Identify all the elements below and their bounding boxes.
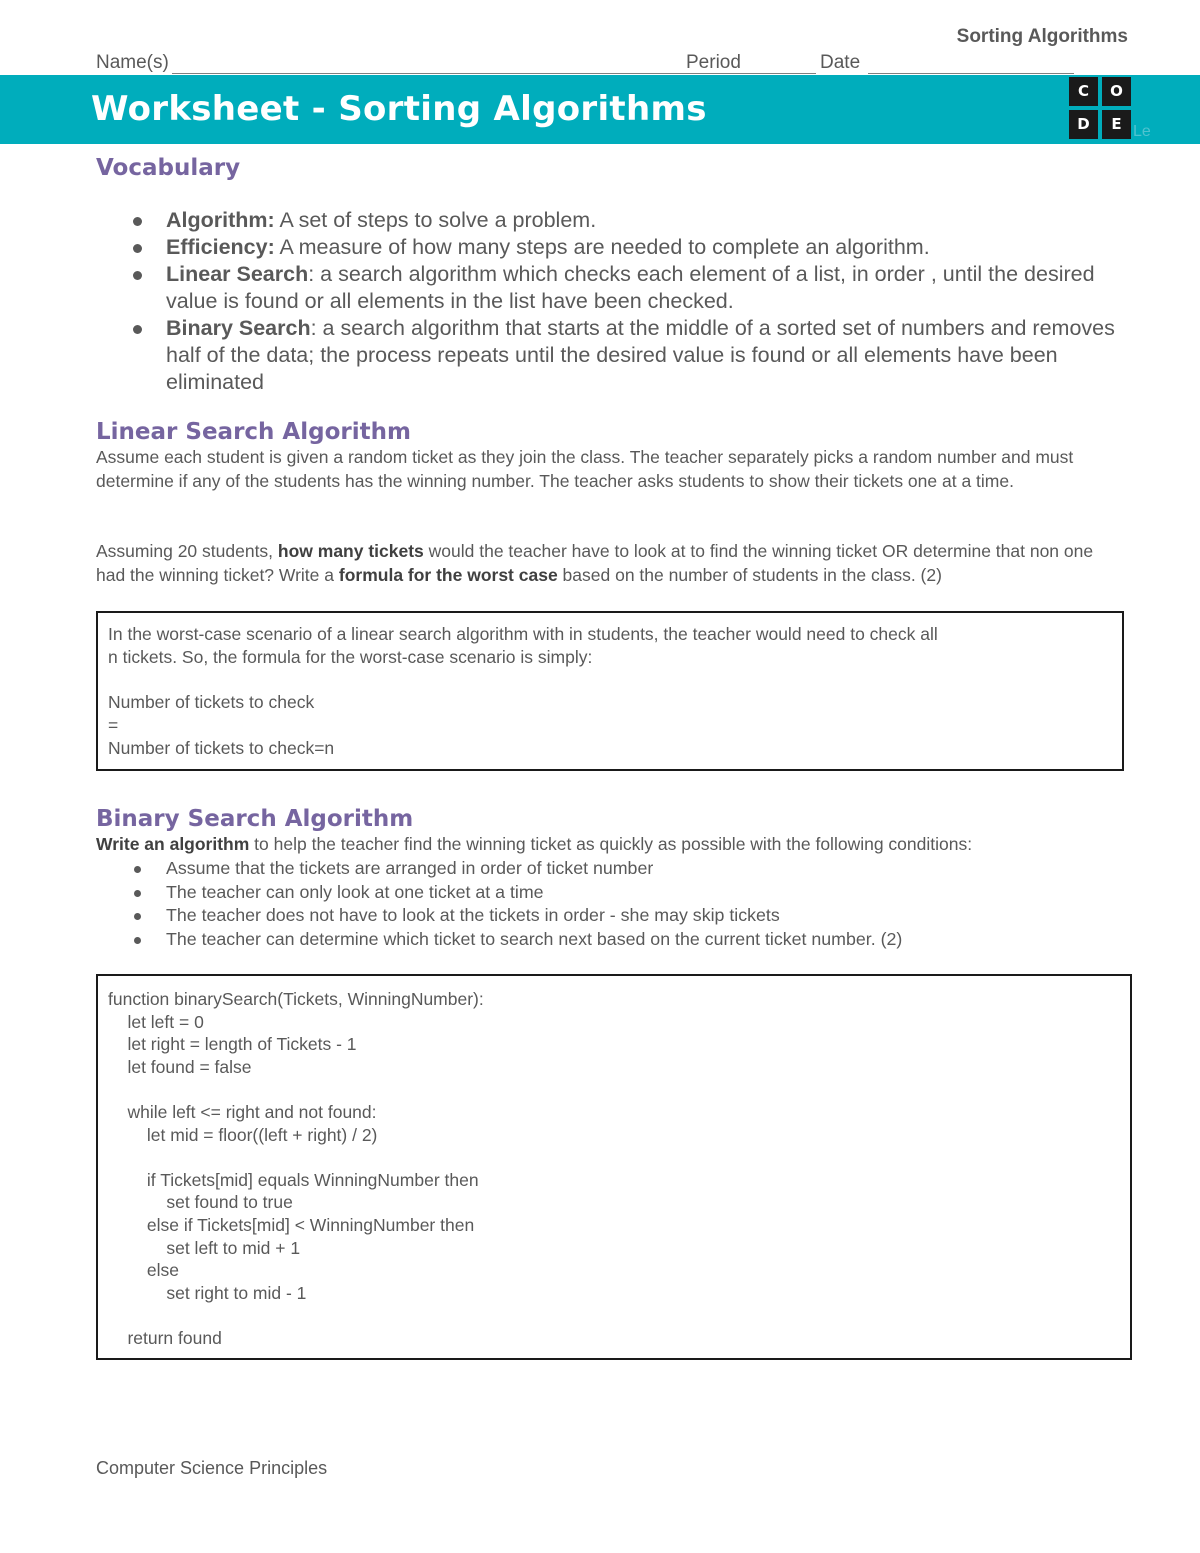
logo-letter: C xyxy=(1069,77,1098,106)
vocab-definition: A measure of how many steps are needed to complete an algorithm. xyxy=(274,235,930,259)
intro-text: to help the teacher find the winning ticket as quickly as possible with the following conditions: xyxy=(249,834,973,854)
logo-letter: O xyxy=(1102,77,1131,106)
linear-answer-box[interactable] xyxy=(96,611,1124,771)
logo-letter: E xyxy=(1102,110,1131,139)
linear-answer-text: In the worst-case scenario of a linear search algorithm with in students, the teacher would need to check all n tickets. So, the formula for the worst-case scenario is simply: Number of tickets to check = Number of tickets to check=n xyxy=(108,624,938,758)
question-text: Assuming 20 students, xyxy=(96,541,278,561)
vocabulary-heading: Vocabulary xyxy=(96,155,241,181)
vocab-definition: A set of steps to solve a problem. xyxy=(274,208,597,232)
document-header-label: Sorting Algorithms xyxy=(956,26,1128,47)
name-label: Name(s) xyxy=(96,52,169,73)
vocabulary-list xyxy=(130,207,1130,396)
linear-search-question xyxy=(96,540,1116,587)
vocab-term: Linear Search xyxy=(166,262,309,286)
condition-item: Assume that the tickets are arranged in order of ticket number xyxy=(130,857,1080,881)
date-line[interactable] xyxy=(868,73,1074,74)
vocab-term: Binary Search xyxy=(166,316,311,340)
binary-search-code: function binarySearch(Tickets, WinningNumber): let left = 0 let right = length of Tickets - 1 let found = false while left <= right and not found: let mid = floor((left + right) / 2) if Tickets[mid] equals WinningNumber then set found to true else if Tickets[mid] < WinningNumber then set left to mid + 1 else set right to mid - 1 return found xyxy=(108,989,484,1348)
vocab-item xyxy=(130,234,1130,261)
vocab-definition: : a search algorithm that starts at the middle of a sorted set of numbers and removes half of the data; the process repeats until the desired value is found or all elements have been eliminated xyxy=(166,316,1115,394)
binary-search-heading: Binary Search Algorithm xyxy=(96,806,414,832)
vocab-term: Efficiency: xyxy=(166,235,275,259)
worksheet-title: Worksheet - Sorting Algorithms xyxy=(91,89,707,129)
binary-answer-box[interactable] xyxy=(96,974,1132,1360)
question-text: would the teacher have to look at to find the winning ticket OR determine that non one had the winning ticket? Write a xyxy=(96,541,1094,585)
vocab-term: Algorithm: xyxy=(166,208,275,232)
logo-letter: D xyxy=(1069,110,1098,139)
date-label: Date xyxy=(820,52,861,73)
binary-search-intro xyxy=(96,833,1116,857)
vocab-item xyxy=(130,315,1130,396)
period-label: Period xyxy=(686,52,741,73)
title-banner xyxy=(0,75,1200,144)
period-line[interactable] xyxy=(750,73,816,74)
condition-item: The teacher can determine which ticket to search next based on the current ticket number. (2) xyxy=(130,928,1080,952)
intro-emphasis: Write an algorithm xyxy=(96,834,250,854)
vocab-item xyxy=(130,261,1130,315)
conditions-list xyxy=(130,857,1080,951)
question-emphasis: how many tickets xyxy=(277,541,424,561)
condition-item: The teacher does not have to look at the tickets in order - she may skip tickets xyxy=(130,904,1080,928)
page-footer: Computer Science Principles xyxy=(96,1458,328,1478)
code-org-logo xyxy=(1069,77,1133,141)
logo-tail-text: Le xyxy=(1133,123,1151,140)
vocab-definition: : a search algorithm which checks each element of a list, in order , until the desired value is found or all elements in the list have been checked. xyxy=(166,262,1095,313)
condition-item: The teacher can only look at one ticket at a time xyxy=(130,881,1080,905)
vocab-item xyxy=(130,207,1130,234)
linear-search-heading: Linear Search Algorithm xyxy=(96,419,411,445)
linear-search-intro: Assume each student is given a random ticket as they join the class. The teacher separately picks a random number and must determine if any of the students has the winning number. The teacher asks students to show their tickets one at a time. xyxy=(96,447,1074,491)
question-text: based on the number of students in the class. (2) xyxy=(557,564,942,585)
question-emphasis: formula for the worst case xyxy=(338,564,558,585)
name-period-date-row xyxy=(96,52,1076,76)
